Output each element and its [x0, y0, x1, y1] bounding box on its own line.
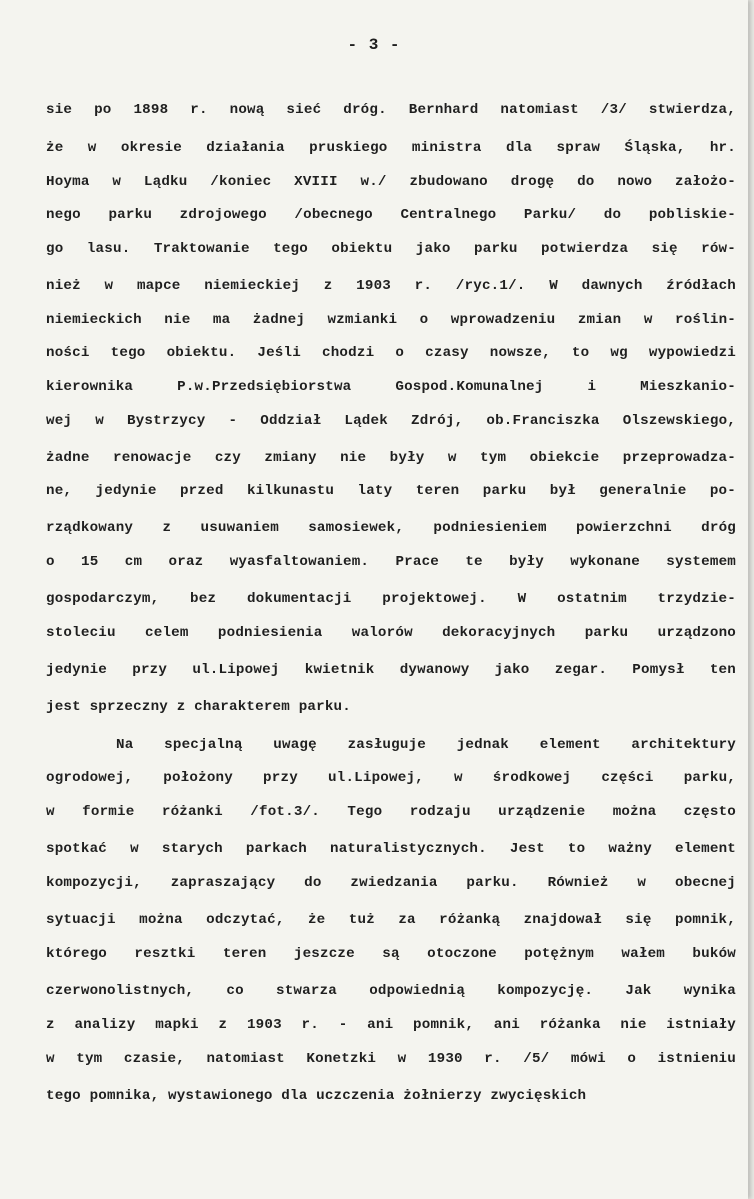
- text-line: kierownika P.w.Przedsiębiorstwa Gospod.Komunalnej i Mieszkanio-: [46, 379, 736, 395]
- text-line: ogrodowej, położony przy ul.Lipowej, w środkowej części parku,: [46, 770, 736, 786]
- text-line: tego pomnika, wystawionego dla uczczenia żołnierzy zwycięskich: [46, 1088, 587, 1104]
- text-line: że w okresie działania pruskiego ministra dla spraw Śląska, hr.: [46, 140, 736, 156]
- text-line: sytuacji można odczytać, że tuż za różanką znajdował się pomnik,: [46, 912, 736, 928]
- text-line: kompozycji, zapraszający do zwiedzania parku. Również w obecnej: [46, 875, 736, 891]
- text-line: spotkać w starych parkach naturalistycznych. Jest to ważny element: [46, 841, 736, 857]
- page-number: - 3 -: [347, 36, 401, 54]
- text-line: sie po 1898 r. nową sieć dróg. Bernhard natomiast /3/ stwierdza,: [46, 102, 736, 118]
- text-line: z analizy mapki z 1903 r. - ani pomnik, ani różanka nie istniały: [46, 1017, 736, 1033]
- text-line: nież w mapce niemieckiej z 1903 r. /ryc.1/. W dawnych źródłach: [46, 278, 736, 294]
- text-line: którego resztki teren jeszcze są otoczone potężnym wałem buków: [46, 946, 736, 962]
- text-line: o 15 cm oraz wyasfaltowaniem. Prace te były wykonane systemem: [46, 554, 736, 570]
- text-line: wej w Bystrzycy - Oddział Lądek Zdrój, ob.Franciszka Olszewskiego,: [46, 413, 736, 429]
- text-line: gospodarczym, bez dokumentacji projektowej. W ostatnim trzydzie-: [46, 591, 736, 607]
- text-line: stoleciu celem podniesienia walorów dekoracyjnych parku urządzono: [46, 625, 736, 641]
- text-line: ności tego obiektu. Jeśli chodzi o czasy nowsze, to wg wypowiedzi: [46, 345, 736, 361]
- text-line: w formie różanki /fot.3/. Tego rodzaju urządzenie można często: [46, 804, 736, 820]
- text-line: w tym czasie, natomiast Konetzki w 1930 r. /5/ mówi o istnieniu: [46, 1051, 736, 1067]
- text-line: ne, jedynie przed kilkunastu laty teren parku był generalnie po-: [46, 483, 736, 499]
- text-line: Na specjalną uwagę zasługuje jednak element architektury: [116, 737, 736, 753]
- text-line: jedynie przy ul.Lipowej kwietnik dywanowy jako zegar. Pomysł ten: [46, 662, 736, 678]
- text-line: niemieckich nie ma żadnej wzmianki o wprowadzeniu zmian w roślin-: [46, 312, 736, 328]
- text-line: jest sprzeczny z charakterem parku.: [46, 699, 351, 715]
- text-line: go lasu. Traktowanie tego obiektu jako parku potwierdza się rów-: [46, 241, 736, 257]
- text-line: nego parku zdrojowego /obecnego Centralnego Parku/ do pobliskie-: [46, 207, 736, 223]
- text-line: Hoyma w Lądku /koniec XVIII w./ zbudowano drogę do nowo założo-: [46, 174, 736, 190]
- text-line: czerwonolistnych, co stwarza odpowiednią kompozycję. Jak wynika: [46, 983, 736, 999]
- text-line: żadne renowacje czy zmiany nie były w tym obiekcie przeprowadza-: [46, 450, 736, 466]
- text-line: rządkowany z usuwaniem samosiewek, podniesieniem powierzchni dróg: [46, 520, 736, 536]
